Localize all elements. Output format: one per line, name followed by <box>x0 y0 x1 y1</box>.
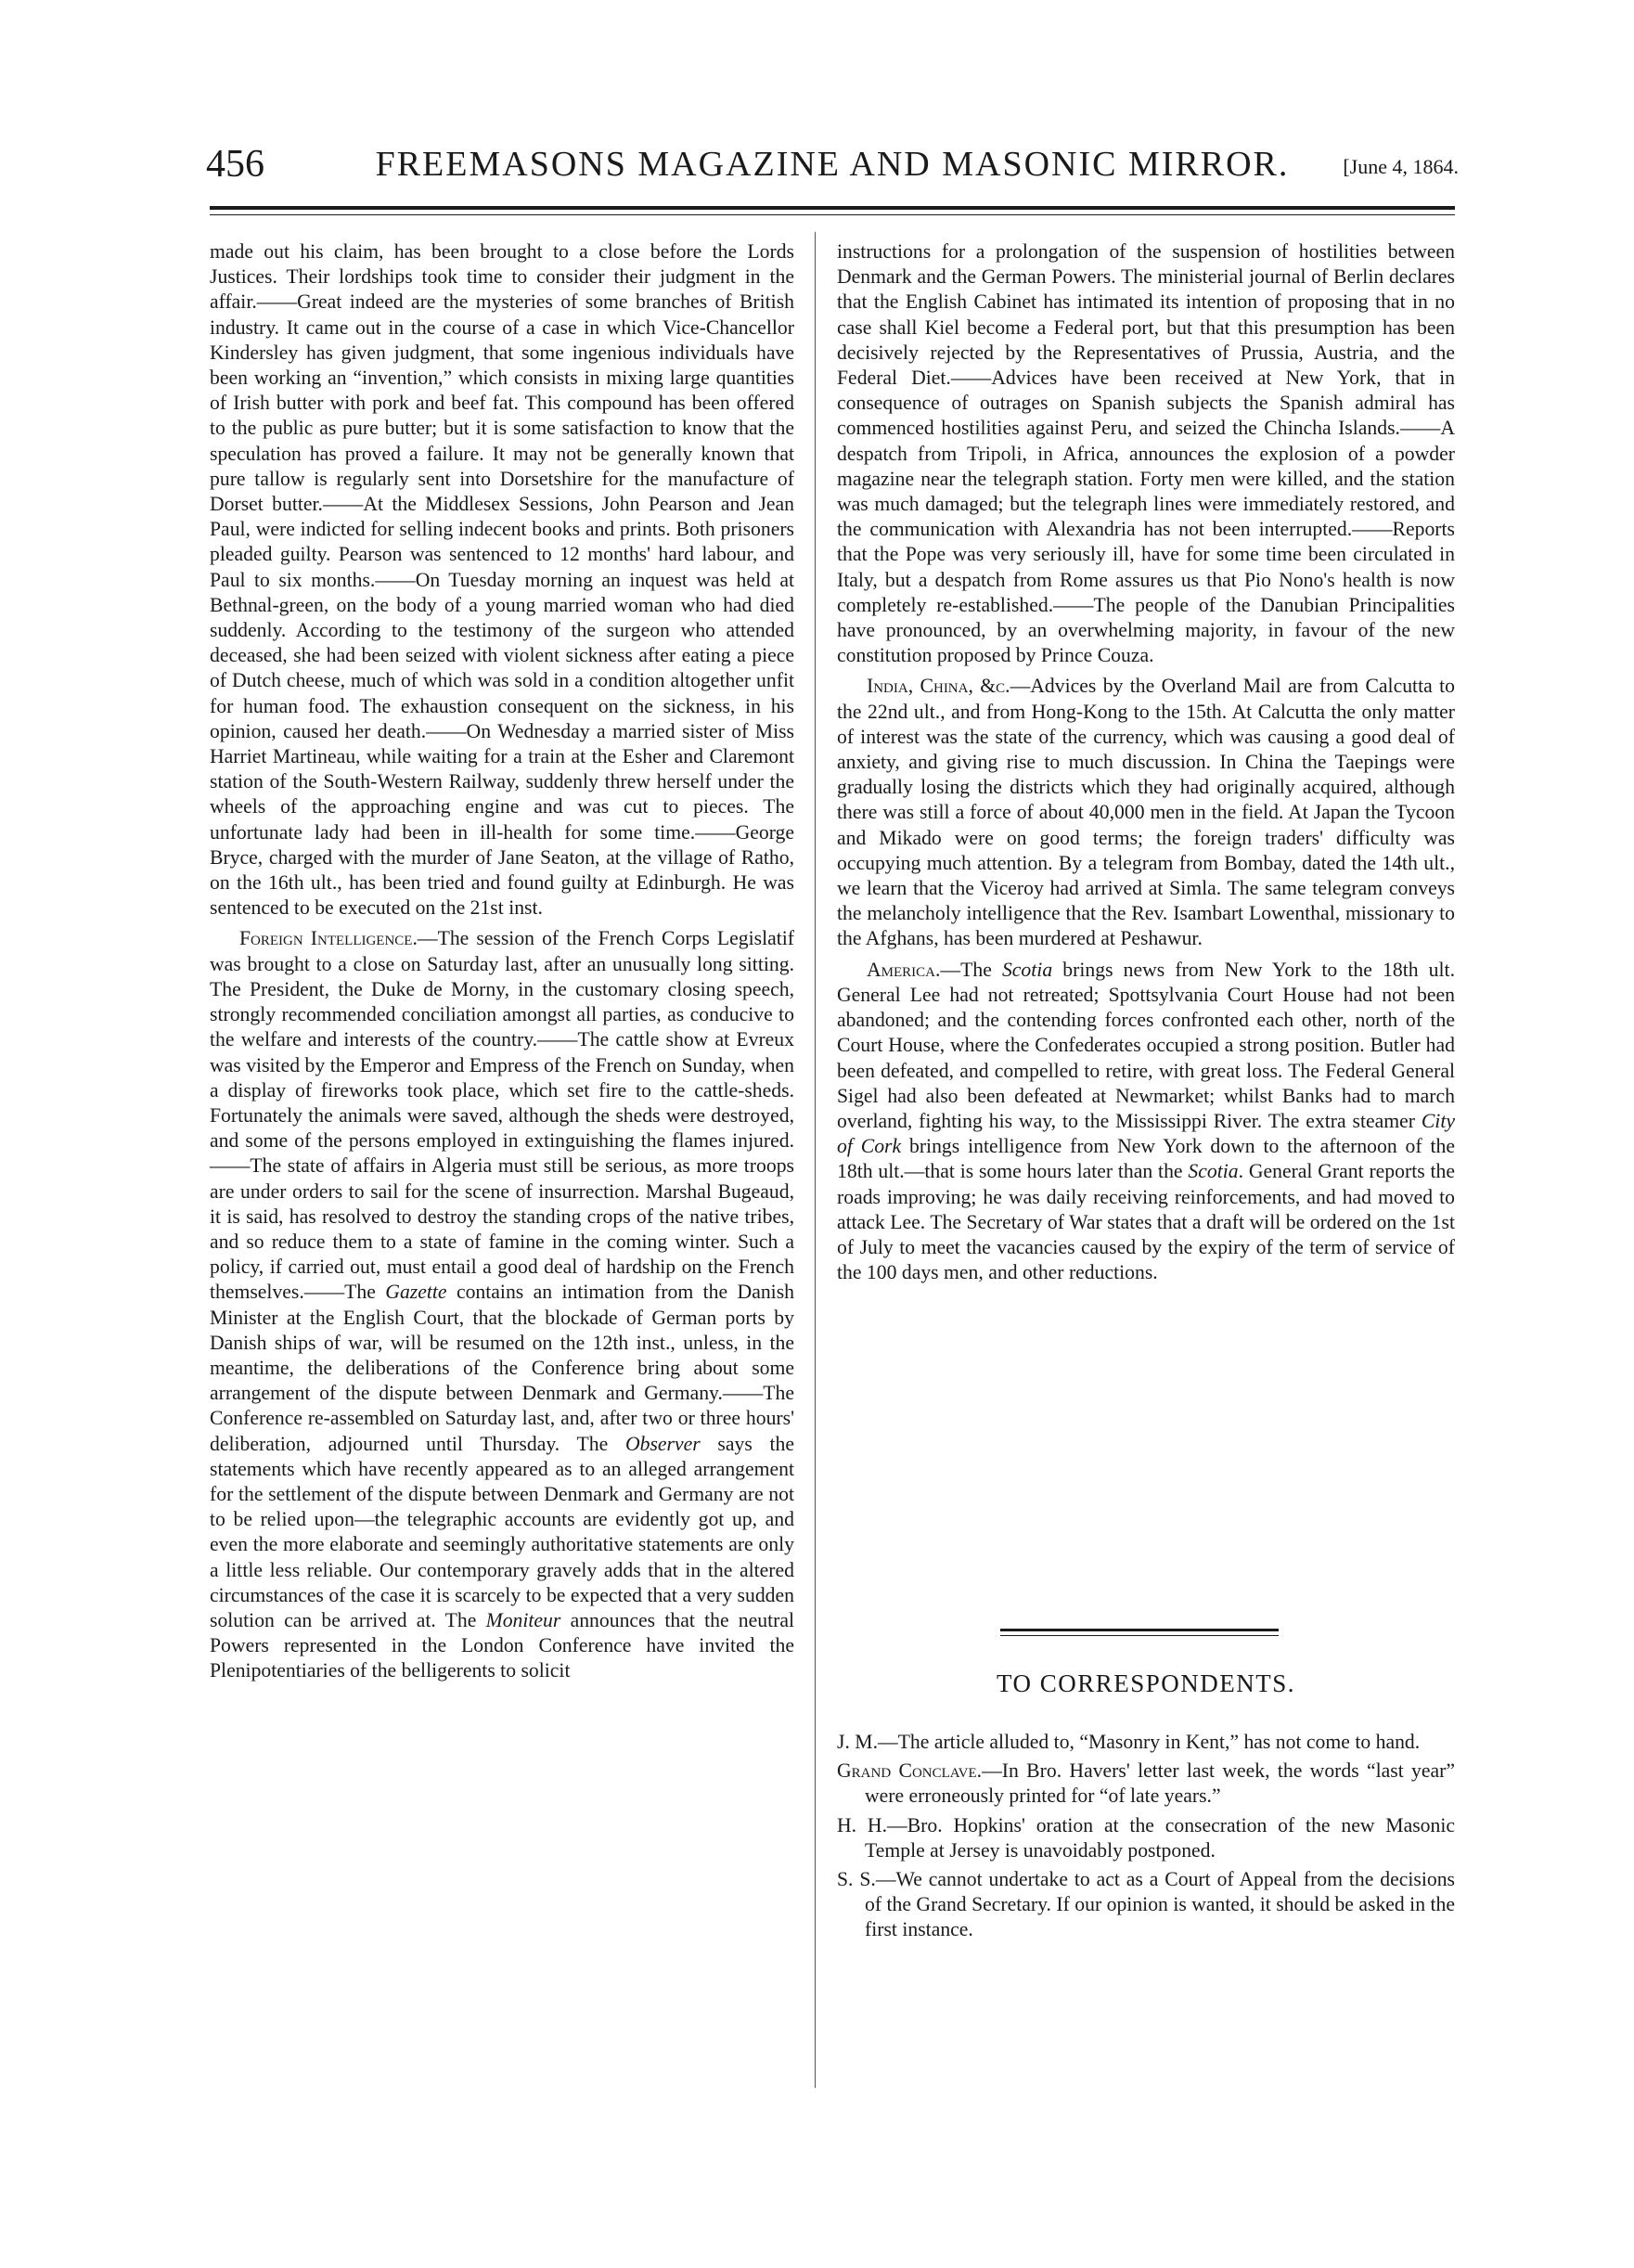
correspondent-entry <box>837 1813 1455 1863</box>
header-rule-thin <box>210 214 1455 215</box>
correspondent-entry <box>837 1759 1455 1809</box>
home-news-paragraph: made out his claim, has been brought to a close before the Lords Justices. Their lordships took time to consider their judgment in the affair.——Great indeed are the mysteries of some branches of British industry. It came out in the course of a case in which Vice-Chancellor Kindersley has given judgment, that some ingenious individuals have been working an “invention,” which consists in mixing large quantities of Irish butter with pork and beef fat. This compound has been offered to the public as pure butter; but it is some satisfaction to know that the speculation has proved a failure. It may not be generally known that pure tallow is regularly sent into Dorsetshire for the manufacture of Dorset butter.——At the Middlesex Sessions, John Pearson and Jean Paul, were indicted for selling indecent books and prints. Both prisoners pleaded guilty. Pearson was sentenced to 12 months' hard labour, and Paul to six months.——On Tuesday morning an inquest was held at Bethnal-green, on the body of a young married woman who had died suddenly. According to the testimony of the surgeon who attended deceased, she had been seized with violent sickness after eating a piece of Dutch cheese, much of which was sold in a condition altogether unfit for human food. The exhaustion consequent on the sickness, in his opinion, caused her death.——On Wednesday a married sister of Miss Harriet Martineau, while waiting for a train at the Esher and Claremont station of the South-Western Railway, suddenly threw herself under the wheels of the approaching engine and was cut to pieces. The unfortunate lady had been in ill-health for some time.——George Bryce, charged with the murder of Jane Seaton, at the village of Ratho, on the 16th ult., has been tried and found guilty at Edinburgh. He was sentenced to be executed on the 21st inst. <box>210 240 794 920</box>
correspondent-initials: S. S. <box>837 1868 876 1891</box>
correspondent-entry <box>837 1867 1455 1943</box>
gazette-title: Gazette <box>385 1281 447 1304</box>
america-text-3: brings intelligence from New York down to the afternoon of the 18th ult.—that is some hours later than the <box>837 1135 1455 1183</box>
foreign-intelligence-paragraph <box>210 926 794 1683</box>
america-paragraph <box>837 958 1455 1286</box>
header-rule-thick <box>210 206 1455 210</box>
india-china-paragraph <box>837 674 1455 951</box>
scotia-ship-2: Scotia <box>1188 1160 1239 1183</box>
magazine-title: FREEMASONS MAGAZINE AND MASONIC MIRROR. <box>375 145 1290 184</box>
america-text-1: —The <box>940 958 1002 981</box>
issue-date: [June 4, 1864. <box>1343 155 1459 178</box>
correspondent-initials: H. H. <box>837 1813 887 1836</box>
page-number: 456 <box>206 143 264 186</box>
correspondents-list <box>837 1730 1455 1947</box>
foreign-text-2: contains an intimation from the Danish Minister at the English Court, that the blockade of German ports by Danish ships of war, will be resumed on the 12th inst., unless, in the meantime, the deliberations of the Conference bring about some arrangement of the dispute between Denmark and Germany.——The Conference re-assembled on Saturday last, and, after two or three hours' deliberation, adjourned until Thursday. The <box>210 1281 794 1455</box>
foreign-text-3: says the statements which have recently appeared as to an alleged arrangement for the settlement of the dispute between Denmark and Germany are not to be relied upon—the telegraphic accounts are evidently got up, and even the more elaborate and seemingly authoritative statements are only a little less reliable. Our contemporary gravely adds that in the altered circumstances of the case it is scarcely to be expected that a very sudden solution can be arrived at. The <box>210 1432 794 1631</box>
left-column <box>210 239 794 2095</box>
foreign-text-4: announces that the neutral Powers represented in the London Conference have invited the Plenipotentiaries of the belligerents to solicit <box>210 1608 795 1682</box>
america-text-2: brings news from New York to the 18th ult. General Lee had not retreated; Spottsylvania Court House had not been abandoned; and the contending forces confronted each other, north of the Court House, where the Confederates occupied a strong position. Butler had been defeated, and compelled to retire, with great loss. The Federal General Sigel had also been defeated at Newmarket; whilst Banks had to march overland, fighting his way, to the Mississippi River. The extra steamer <box>837 958 1455 1132</box>
foreign-text-1: —The session of the French Corps Legislatif was brought to a close on Saturday last, after an unusually long sitting. The President, the Duke de Morny, in the customary closing speech, strongly recommended conciliation amongst all parties, as conducive to the welfare and interests of the country.——The cattle show at Evreux was visited by the Emperor and Empress of the French on Sunday, when a display of fireworks took place, which set fire to the cattle-sheds. Fortunately the animals were saved, although the sheds were destroyed, and some of the persons employed in extinguishing the flames injured.——The state of affairs in Algeria must still be serious, as more troops are under orders to sail for the scene of insurrection. Marshal Bugeaud, it is said, has resolved to destroy the standing crops of the native tribes, and so reduce them to a state of famine in the coming winter. Such a policy, if carried out, must entail a good deal of hardship on the French themselves.——The <box>210 927 794 1304</box>
america-text-4: . General Grant reports the roads improving; he was daily receiving reinforcements, and had moved to attack Lee. The Secretary of War states that a draft will be ordered on the 1st of July to meet the vacancies caused by the expiry of the term of service of the 100 days men, and other reductions. <box>837 1160 1455 1284</box>
correspondents-heading: TO CORRESPONDENTS. <box>996 1669 1296 1697</box>
moniteur-title: Moniteur <box>485 1608 561 1631</box>
section-heading-india: India, China, &c. <box>867 675 1010 698</box>
correspondent-entry <box>837 1730 1455 1755</box>
correspondent-note: —We cannot undertake to act as a Court of Appeal from the decisions of the Grand Secretary. If our opinion is wanted, it should be asked in the first instance. <box>865 1868 1455 1941</box>
foreign-continued-paragraph: instructions for a prolongation of the suspension of hostilities between Denmark and the German Powers. The ministerial journal of Berlin declares that the English Cabinet has intimated its intention of proposing that in no case shall Kiel become a Federal port, but that this presumption has been decisively rejected by the Representatives of Prussia, Austria, and the Federal Diet.——Advices have been received at New York, that in consequence of outrages on Spanish subjects the Spanish admiral has commenced hostilities against Peru, and seized the Chincha Islands.——A despatch from Tripoli, in Africa, announces the explosion of a powder magazine near the telegraph station. Forty men were killed, and the station was much damaged; but the telegraph lines were immediately restored, and the communication with Alexandria has not been interrupted.——Reports that the Pope was very seriously ill, have for some time been circulated in Italy, but a despatch from Rome assures us that Pio Nono's health is now completely re-established.——The people of the Danubian Principalities have pronounced, by an overwhelming majority, in favour of the new constitution proposed by Prince Couza. <box>837 240 1455 667</box>
city-of-cork-ship: City of Cork <box>837 1109 1455 1158</box>
section-heading-america: America. <box>867 958 941 981</box>
correspondent-note: —In Bro. Havers' letter last week, the words “last year” were erroneously printed for “of late years.” <box>865 1759 1455 1808</box>
correspondent-initials: J. M. <box>837 1731 878 1753</box>
correspondent-initials: Grand Conclave. <box>837 1759 983 1783</box>
correspondent-note: —Bro. Hopkins' oration at the consecration of the new Masonic Temple at Jersey is unavoidably postponed. <box>865 1813 1455 1862</box>
scotia-ship: Scotia <box>1001 958 1053 981</box>
correspondent-note: —The article alluded to, “Masonry in Kent,” has not come to hand. <box>878 1731 1421 1753</box>
india-text: —Advices by the Overland Mail are from Calcutta to the 22nd ult., and from Hong-Kong to the 15th. At Calcutta the only matter of interest was the state of the currency, which was causing a good deal of anxiety, and giving rise to much discussion. In China the Taepings were gradually losing the districts which they had originally acquired, although there was still a force of about 40,000 men in the field. At Japan the Tycoon and Mikado were on good terms; the foreign traders' difficulty was occupying much attention. By a telegram from Bombay, dated the 14th ult., we learn that the Viceroy had arrived at Simla. The same telegram conveys the melancholy intelligence that the Rev. Isambart Lowenthal, missionary to the Afghans, has been murdered at Peshawur. <box>837 675 1455 950</box>
page-header <box>206 139 1459 191</box>
section-separator <box>1000 1629 1279 1640</box>
column-divider <box>815 232 816 2088</box>
section-heading-foreign: Foreign Intelligence. <box>239 927 418 950</box>
observer-title: Observer <box>624 1432 701 1455</box>
